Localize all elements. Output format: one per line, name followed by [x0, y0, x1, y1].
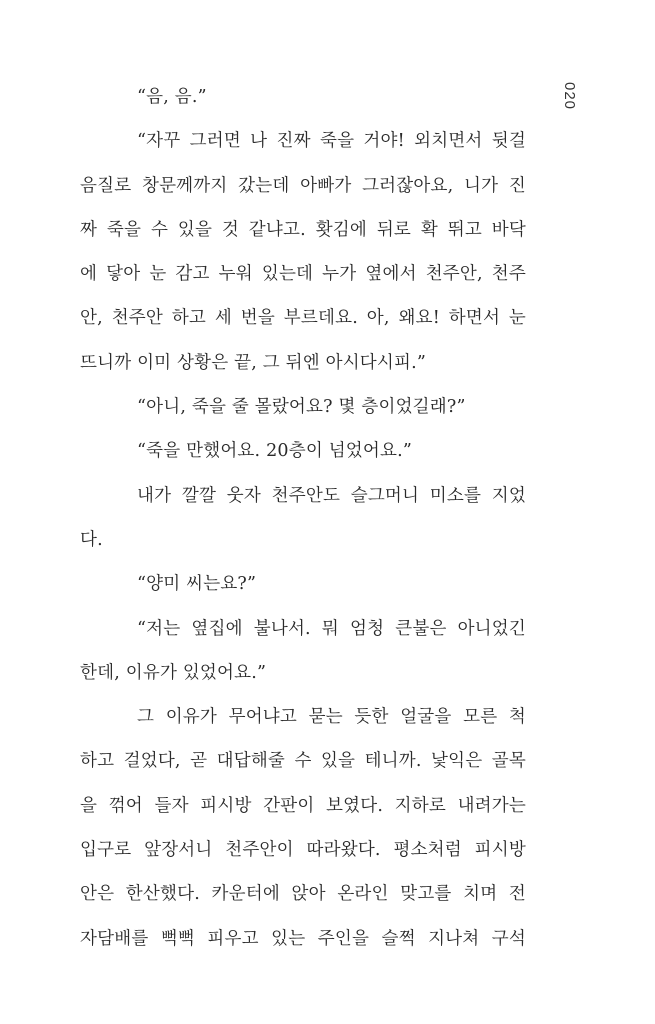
text-line: 자담배를 뻑뻑 피우고 있는 주인을 슬쩍 지나쳐 구석 [80, 928, 526, 949]
text-line: 다. [80, 529, 103, 550]
text-line: 음질로 창문께까지 갔는데 아빠가 그러잖아요, 니가 진 [80, 175, 526, 196]
text-line: “음, 음.” [137, 87, 207, 107]
text-line: 안, 천주안 하고 세 번을 부르데요. 아, 왜요! 하면서 눈 [80, 308, 526, 329]
body-text [80, 75, 526, 961]
text-line: 내가 깔깔 웃자 천주안도 슬그머니 미소를 지었 [137, 485, 526, 506]
text-line: 입구로 앞장서니 천주안이 따라왔다. 평소처럼 피시방 [80, 840, 526, 861]
text-line: 을 꺾어 들자 피시방 간판이 보였다. 지하로 내려가는 [80, 795, 526, 816]
text-line: 뜨니까 이미 상황은 끝, 그 뒤엔 아시다시피.” [80, 352, 427, 373]
text-line: “아니, 죽을 줄 몰랐어요? 몇 층이었길래?” [137, 397, 466, 418]
text-line: “양미 씨는요?” [137, 574, 257, 595]
page-number: 020 [561, 82, 578, 111]
text-line: 한데, 이유가 있었어요.” [80, 662, 267, 683]
text-line: 그 이유가 무어냐고 묻는 듯한 얼굴을 모른 척 [137, 707, 526, 728]
text-line: “저는 옆집에 불나서. 뭐 엄청 큰불은 아니었긴 [137, 618, 526, 639]
text-line: 에 닿아 눈 감고 누워 있는데 누가 옆에서 천주안, 천주 [80, 264, 526, 285]
text-line: “자꾸 그러면 나 진짜 죽을 거야! 외치면서 뒷걸 [137, 131, 526, 152]
text-line: 짜 죽을 수 있을 것 같냐고. 홧김에 뒤로 확 뛰고 바닥 [80, 219, 526, 240]
text-line: “죽을 만했어요. 20층이 넘었어요.” [137, 441, 413, 462]
text-line: 하고 걸었다, 곧 대답해줄 수 있을 테니까. 낯익은 골목 [80, 751, 526, 772]
text-line: 안은 한산했다. 카운터에 앉아 온라인 맞고를 치며 전 [80, 884, 526, 905]
